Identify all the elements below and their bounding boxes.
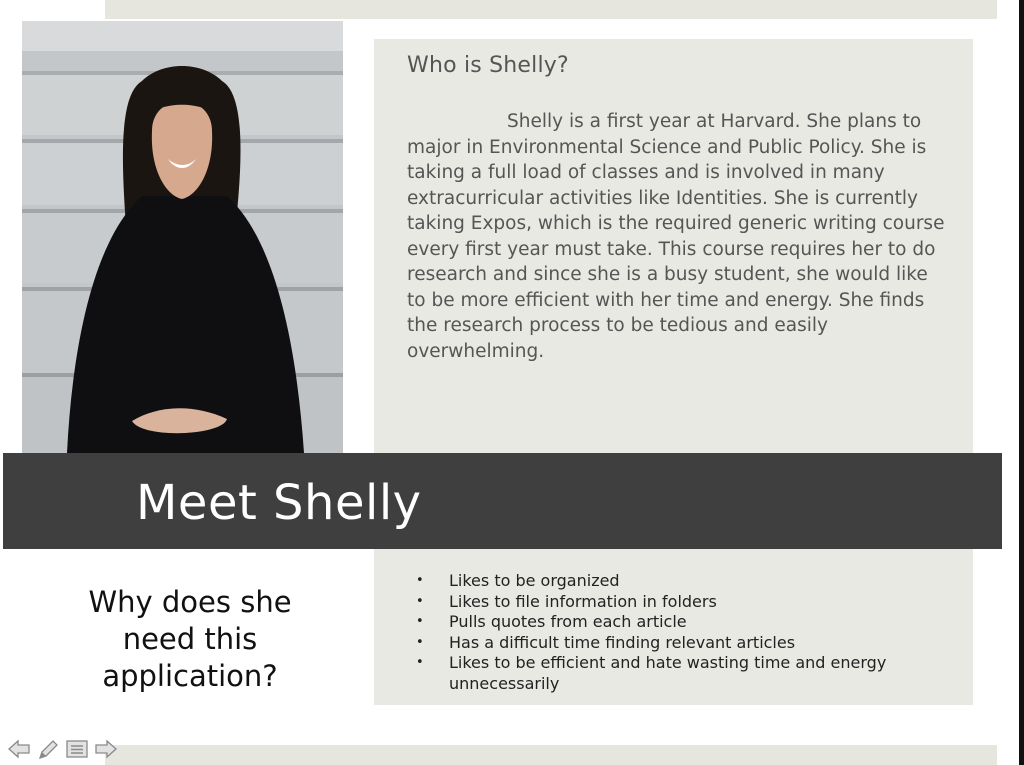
list-item: • Has a difficult time finding relevant articles [374, 633, 934, 654]
reasons-list [374, 571, 934, 694]
info-title: Who is Shelly? [407, 53, 569, 78]
window-border [1019, 0, 1024, 765]
slideshow-toolbar [6, 737, 119, 761]
why-question: Why does she need this application? [88, 585, 292, 693]
list-item: • Likes to file information in folders [374, 592, 934, 613]
who-is-shelly-panel [374, 39, 973, 453]
list-item: • Pulls quotes from each article [374, 612, 934, 633]
title-banner [3, 453, 1002, 549]
arrow-left-icon[interactable] [6, 737, 32, 761]
shelly-photo [22, 21, 343, 453]
info-body-text [407, 109, 947, 364]
pen-icon[interactable] [35, 737, 61, 761]
top-decorative-band [105, 0, 997, 19]
reasons-panel [374, 549, 973, 705]
list-item: • Likes to be organized [374, 571, 934, 592]
info-body-content: Shelly is a first year at Harvard. She plans to major in Environmental Science and Public Policy. She is taking a full load of classes and is involved in many extracurricular activities like Identities. She is currently taking Expos, which is the required generic writing course every first year must take. This course requires her to do research and since she is a busy student, she would like to be more efficient with her time and energy. She finds the research process to be tedious and easily overwhelming. [407, 111, 945, 362]
arrow-right-icon[interactable] [93, 737, 119, 761]
menu-icon[interactable] [64, 737, 90, 761]
list-item: • Likes to be efficient and hate wasting time and energy unnecessarily [374, 653, 934, 694]
slide-title: Meet Shelly [136, 475, 422, 531]
bottom-decorative-band [105, 745, 997, 765]
